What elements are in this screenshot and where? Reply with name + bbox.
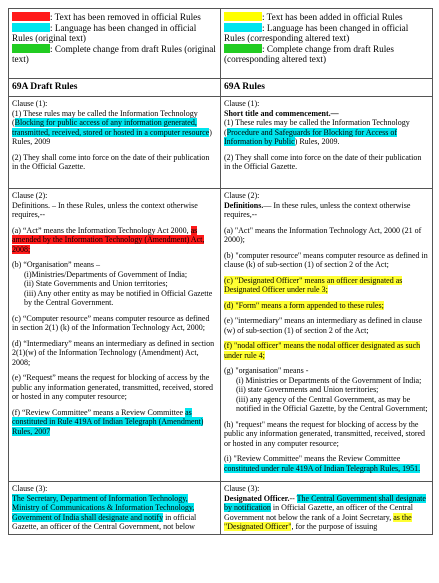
- definition-b: (b) "computer resource" means computer resource as defined in clause (k) of sub-section (1) of section 2 of the Act;: [224, 250, 428, 269]
- changed-text: The Secretary, Department of Information Technology, Ministry of Communications & Information Technology, Government of India shall designate and notify: [12, 493, 195, 522]
- removed-text: as amended by the Information Technology (Amendment) Act, 2008;: [12, 225, 205, 254]
- definition-a: (a) "Act" means the Information Technology Act, 2000 (21 of 2000);: [224, 225, 422, 244]
- clause-3-draft-text: The Secretary, Department of Information Technology, Ministry of Communications & Information Technology, Government of India shall designate and notify in official Gazette, an officer of the Central Government, not below: [12, 493, 197, 531]
- definition-b-i: (i)Ministries/Departments of Government of India;: [24, 269, 188, 279]
- definition-d: (d) “Intermediary” means an intermediary as defined in section 2(1)(w) of the Information Technology (Amendment) Act, 2008;: [12, 338, 215, 367]
- changed-text: as constituted in Rule 419A of Indian Telegraph (Amendment) Rules, 2007: [12, 407, 204, 436]
- definition-g-i: (i) Ministries or Departments of the Government of India;: [236, 375, 422, 385]
- definition-e: (e) “Request” means the request for blocking of access by the public any information generated, transmitted, received, stored or hosted in any computer resource;: [12, 373, 214, 401]
- definition-b-ii: (ii) State Governments and Union territories;: [24, 279, 168, 288]
- legend-removed: : Text has been removed in official Rules: [12, 12, 217, 23]
- clause-2-draft: [9, 189, 221, 482]
- changed-text: Blocking for public access of any information generated, transmitted, received, stored or hosted in a computer resource: [12, 118, 210, 137]
- definition-e: (e) "intermediary" means an intermediary as defined in clause (w) of sub-section (1) of section 2 of the Act;: [224, 316, 423, 335]
- definition-g: (g) "organisation" means -: [224, 366, 309, 375]
- definition-b-iii: (iii) Any other entity as may be notified in Official Gazette by the Central Government.: [24, 288, 213, 307]
- definition-b: (b) “Organisation” means –: [12, 260, 101, 269]
- clause-1-rules-p2: (2) They shall come into force on the date of their publication in the Official Gazette.: [224, 152, 422, 171]
- header-draft-rules: 69A Draft Rules: [9, 79, 221, 97]
- definition-c: [224, 276, 429, 295]
- added-text: (c) "Designated Officer" means an officer designated as Designated Officer under rule 3;: [224, 275, 403, 294]
- clause-1-rules: [221, 97, 433, 189]
- clause-heading: Short title and commencement.—: [224, 108, 339, 118]
- added-text: (d) "Form" means a form appended to these rules;: [224, 300, 384, 310]
- clause-1-row: [9, 97, 433, 189]
- clause-1-draft-p2: (2) They shall come into force on the date of their publication in the Official Gazette.: [12, 152, 210, 171]
- comparison-document: [8, 8, 432, 535]
- legend-complete-original: : Complete change from draft Rules (original text): [12, 43, 216, 64]
- clause-2-rules: [221, 189, 433, 482]
- legend-row: [9, 9, 433, 79]
- clause-3-row: [9, 482, 433, 535]
- definitions-intro: Definitions. – In these Rules, unless the context otherwise requires,--: [12, 200, 198, 219]
- definition-g-ii: (ii) state Governments and Union territories;: [236, 385, 379, 394]
- green-swatch: [224, 44, 262, 53]
- definition-f: (f) “Review Committee” means a Review Committee as constituted in Rule 419A of Indian Telegraph (Amendment) Rules, 2007: [12, 407, 204, 436]
- clause-title: Clause (1):: [224, 99, 260, 108]
- changed-text: The Central Government shall designate by notification: [224, 493, 426, 512]
- legend-complete-altered: : Complete change from draft Rules (corresponding altered text): [224, 43, 394, 64]
- clause-title: Clause (2):: [12, 191, 48, 200]
- clause-title: Clause (1):: [12, 99, 48, 108]
- cyan-swatch: [224, 23, 262, 32]
- comparison-table: [8, 8, 433, 535]
- clause-3-rules: [221, 482, 433, 535]
- definition-f: [224, 341, 429, 360]
- clause-title: Clause (3):: [12, 484, 48, 493]
- definition-c: (c) “Computer resource” means computer resource as defined in section 2(1) (k) of the Information Technology Act, 2000;: [12, 313, 210, 332]
- clause-title: Clause (2):: [224, 191, 260, 200]
- definition-i: (i) "Review Committee" means the Review Committee constituted under rule 419A of Indian Telegraph Rules, 1951.: [224, 454, 421, 473]
- header-rules: 69A Rules: [221, 79, 433, 97]
- definition-h: (h) "request" means the request for blocking of access by the public any information generated, transmitted, received, stored or hosted in any computer resource;: [224, 419, 426, 448]
- definition-a: (a) “Act” means the Information Technology Act 2000, as amended by the Information Technology (Amendment) Act, 2008;: [12, 225, 205, 254]
- yellow-swatch: [224, 12, 262, 21]
- legend-right: [221, 9, 433, 79]
- legend-changed-original: : Language has been changed in official Rules (original text): [12, 22, 197, 43]
- green-swatch: [12, 44, 50, 53]
- definitions-intro: Definitions.— In these rules, unless the context otherwise requires,--: [224, 200, 411, 219]
- clause-1-rules-p1: (1) These rules may be called the Information Technology (Procedure and Safeguards for Blocking for Access of Information by Public) Rules, 2009.: [224, 118, 410, 146]
- legend-left: [9, 9, 221, 79]
- clause-title: Clause (3):: [224, 484, 260, 493]
- clause-2-row: [9, 189, 433, 482]
- clause-3-rules-text: Designated Officer.-- The Central Government shall designate by notification in Official Gazette, an officer of the Central Government not below the rank of a Joint Secretary, as the "Designated Officer", for the purpose of issuing: [224, 493, 426, 531]
- clause-1-draft-p1: (1) These rules may be called the Information Technology (Blocking for public access of any information generated, transmitted, received, stored or hosted in a computer resource) Rules, 2009: [12, 108, 212, 146]
- definition-g-iii: (iii) any agency of the Central Government, as may be notified in the Official Gazette, by the Central Government;: [236, 394, 428, 413]
- header-row: [9, 79, 433, 97]
- changed-text: Procedure and Safeguards for Blocking for Access of Information by Public: [224, 127, 398, 146]
- definition-d: [224, 301, 429, 311]
- cyan-swatch: [12, 23, 50, 32]
- clause-3-draft: [9, 482, 221, 535]
- changed-text: constituted under rule 419A of Indian Telegraph Rules, 1951.: [224, 463, 421, 473]
- legend-added: : Text has been added in official Rules: [224, 12, 429, 23]
- added-text: (f) "nodal officer" means the nodal officer designated as such under rule 4;: [224, 341, 421, 360]
- red-swatch: [12, 12, 50, 21]
- added-text: as the "Designated Officer": [224, 512, 412, 531]
- clause-1-draft: [9, 97, 221, 189]
- legend-changed-altered: : Language has been changed in official Rules (corresponding altered text): [224, 22, 409, 43]
